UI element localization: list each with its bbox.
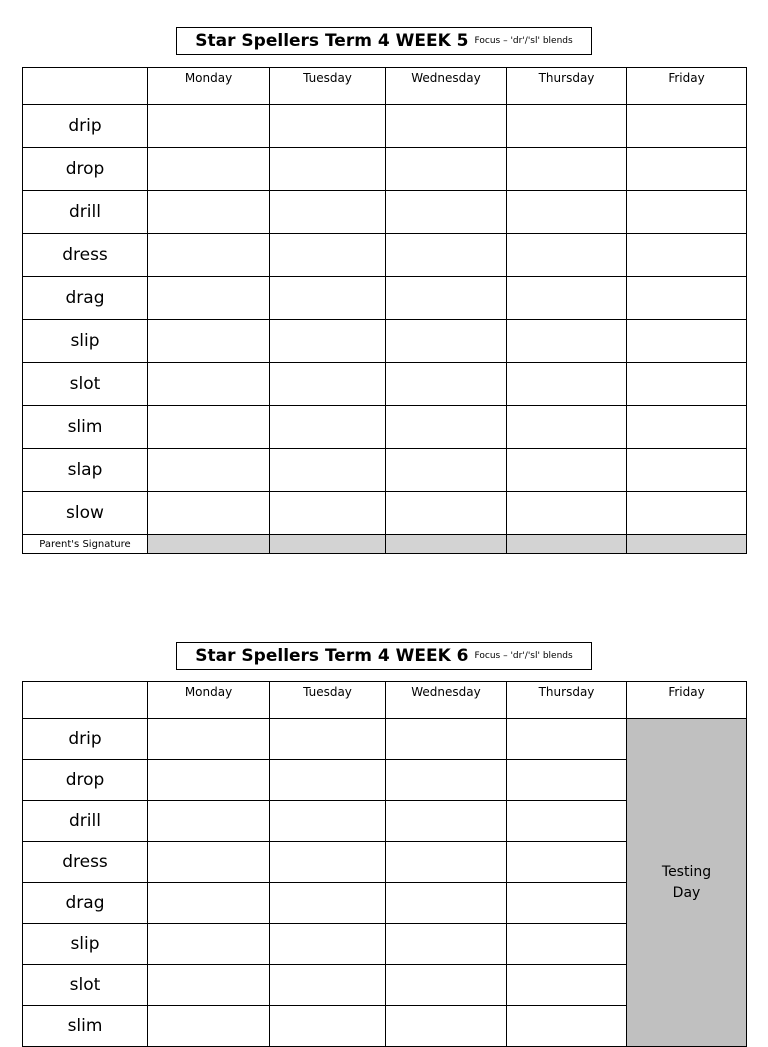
week6-cell-monday (148, 1006, 270, 1047)
week5-cell-monday (148, 191, 270, 234)
week5-cell-tuesday (270, 492, 386, 535)
week5-cell-monday (148, 492, 270, 535)
week5-cell-friday (627, 105, 747, 148)
week5-cell-friday (627, 191, 747, 234)
week5-cell-thursday (507, 148, 627, 191)
week6-cell-monday (148, 924, 270, 965)
week5-cell-friday (627, 277, 747, 320)
week5-word-row (23, 406, 747, 449)
week6-word: drill (23, 801, 148, 842)
week6-cell-thursday (507, 883, 627, 924)
week5-signature-thursday (507, 535, 627, 554)
week6-cell-wednesday (386, 924, 507, 965)
week6-header-row (23, 682, 747, 719)
week5-title: Star Spellers Term 4 WEEK 5 (195, 31, 469, 51)
week6-cell-monday (148, 965, 270, 1006)
week6-cell-monday (148, 801, 270, 842)
week5-word-row (23, 449, 747, 492)
week6-testing-day-cell (627, 719, 747, 1047)
week5-signature-wednesday (386, 535, 507, 554)
week6-cell-wednesday (386, 883, 507, 924)
week5-word: drop (23, 148, 148, 191)
week5-cell-thursday (507, 449, 627, 492)
week5-cell-thursday (507, 320, 627, 363)
week5-cell-tuesday (270, 277, 386, 320)
week6-cell-wednesday (386, 719, 507, 760)
week5-cell-thursday (507, 105, 627, 148)
week6-cell-wednesday (386, 842, 507, 883)
week6-header-monday: Monday (148, 682, 270, 719)
week5-cell-tuesday (270, 320, 386, 363)
week5-word: slow (23, 492, 148, 535)
week6-cell-wednesday (386, 965, 507, 1006)
week5-word: slap (23, 449, 148, 492)
week6-cell-thursday (507, 1006, 627, 1047)
week6-word: drip (23, 719, 148, 760)
week6-cell-tuesday (270, 883, 386, 924)
week5-header-tuesday: Tuesday (270, 68, 386, 105)
week5-cell-friday (627, 363, 747, 406)
week5-cell-thursday (507, 406, 627, 449)
week5-cell-friday (627, 492, 747, 535)
week6-title-box (176, 642, 592, 670)
week5-cell-wednesday (386, 406, 507, 449)
week5-title-box (176, 27, 592, 55)
week6-cell-wednesday (386, 760, 507, 801)
week6-cell-thursday (507, 801, 627, 842)
week5-word-row (23, 148, 747, 191)
week5-cell-monday (148, 449, 270, 492)
week5-header-thursday: Thursday (507, 68, 627, 105)
week5-cell-wednesday (386, 191, 507, 234)
week6-cell-wednesday (386, 1006, 507, 1047)
week5-cell-monday (148, 234, 270, 277)
week6-cell-thursday (507, 719, 627, 760)
week5-cell-monday (148, 363, 270, 406)
week5-word-row (23, 105, 747, 148)
week6-cell-thursday (507, 842, 627, 883)
week6-cell-tuesday (270, 965, 386, 1006)
week5-cell-wednesday (386, 320, 507, 363)
week5-cell-monday (148, 406, 270, 449)
week6-cell-monday (148, 719, 270, 760)
week5-cell-friday (627, 320, 747, 363)
week6-cell-monday (148, 760, 270, 801)
week5-signature-friday (627, 535, 747, 554)
week6-cell-tuesday (270, 924, 386, 965)
week6-cell-monday (148, 883, 270, 924)
week5-cell-monday (148, 148, 270, 191)
week6-cell-thursday (507, 760, 627, 801)
week6-cell-tuesday (270, 760, 386, 801)
week5-focus: Focus – 'dr'/'sl' blends (474, 36, 573, 46)
week6-word: slip (23, 924, 148, 965)
week5-cell-tuesday (270, 363, 386, 406)
week6-cell-tuesday (270, 801, 386, 842)
week5-header-monday: Monday (148, 68, 270, 105)
week6-header-wednesday: Wednesday (386, 682, 507, 719)
week6-table (22, 681, 747, 1047)
week5-cell-friday (627, 234, 747, 277)
week5-word-row (23, 191, 747, 234)
week6-cell-wednesday (386, 801, 507, 842)
week5-cell-wednesday (386, 105, 507, 148)
week5-cell-wednesday (386, 449, 507, 492)
week5-word: dress (23, 234, 148, 277)
week6-word: dress (23, 842, 148, 883)
week5-cell-tuesday (270, 406, 386, 449)
week5-cell-wednesday (386, 363, 507, 406)
week5-word: slot (23, 363, 148, 406)
week5-word-row (23, 320, 747, 363)
week5-word: drip (23, 105, 148, 148)
week5-cell-tuesday (270, 449, 386, 492)
week5-cell-friday (627, 148, 747, 191)
week5-cell-monday (148, 320, 270, 363)
week5-signature-label: Parent's Signature (23, 535, 148, 554)
week5-signature-row (23, 535, 747, 554)
week5-cell-thursday (507, 191, 627, 234)
week5-cell-tuesday (270, 191, 386, 234)
week5-cell-tuesday (270, 148, 386, 191)
week5-word: drill (23, 191, 148, 234)
week5-word-row (23, 492, 747, 535)
week6-testing-line1: Testing (661, 863, 712, 880)
week5-word: slim (23, 406, 148, 449)
week5-header-wednesday: Wednesday (386, 68, 507, 105)
week5-cell-thursday (507, 234, 627, 277)
week6-testing-line2: Day (672, 884, 701, 901)
week6-word-row (23, 719, 747, 760)
week6-cell-thursday (507, 965, 627, 1006)
week5-table (22, 67, 747, 554)
week5-cell-wednesday (386, 234, 507, 277)
week6-header-thursday: Thursday (507, 682, 627, 719)
week6-header-friday: Friday (627, 682, 747, 719)
week5-cell-wednesday (386, 492, 507, 535)
week6-word: slim (23, 1006, 148, 1047)
week5-cell-monday (148, 277, 270, 320)
week5-word-row (23, 277, 747, 320)
week6-header-blank (23, 682, 148, 719)
week5-cell-thursday (507, 277, 627, 320)
week5-word: slip (23, 320, 148, 363)
week6-focus: Focus – 'dr'/'sl' blends (474, 651, 573, 661)
week5-cell-wednesday (386, 148, 507, 191)
week5-word-row (23, 363, 747, 406)
week6-word: slot (23, 965, 148, 1006)
week5-cell-monday (148, 105, 270, 148)
week5-header-row (23, 68, 747, 105)
week6-header-tuesday: Tuesday (270, 682, 386, 719)
week6-word: drop (23, 760, 148, 801)
week5-cell-thursday (507, 363, 627, 406)
week5-cell-wednesday (386, 277, 507, 320)
week6-cell-thursday (507, 924, 627, 965)
week6-cell-tuesday (270, 1006, 386, 1047)
week5-word-row (23, 234, 747, 277)
week5-header-friday: Friday (627, 68, 747, 105)
week6-title: Star Spellers Term 4 WEEK 6 (195, 646, 469, 666)
week5-cell-friday (627, 406, 747, 449)
week6-cell-tuesday (270, 719, 386, 760)
week6-cell-monday (148, 842, 270, 883)
week5-cell-friday (627, 449, 747, 492)
week6-word: drag (23, 883, 148, 924)
week5-cell-thursday (507, 492, 627, 535)
week5-word: drag (23, 277, 148, 320)
week5-cell-tuesday (270, 234, 386, 277)
week5-header-blank (23, 68, 148, 105)
week5-cell-tuesday (270, 105, 386, 148)
week6-cell-tuesday (270, 842, 386, 883)
week5-signature-tuesday (270, 535, 386, 554)
week5-signature-monday (148, 535, 270, 554)
